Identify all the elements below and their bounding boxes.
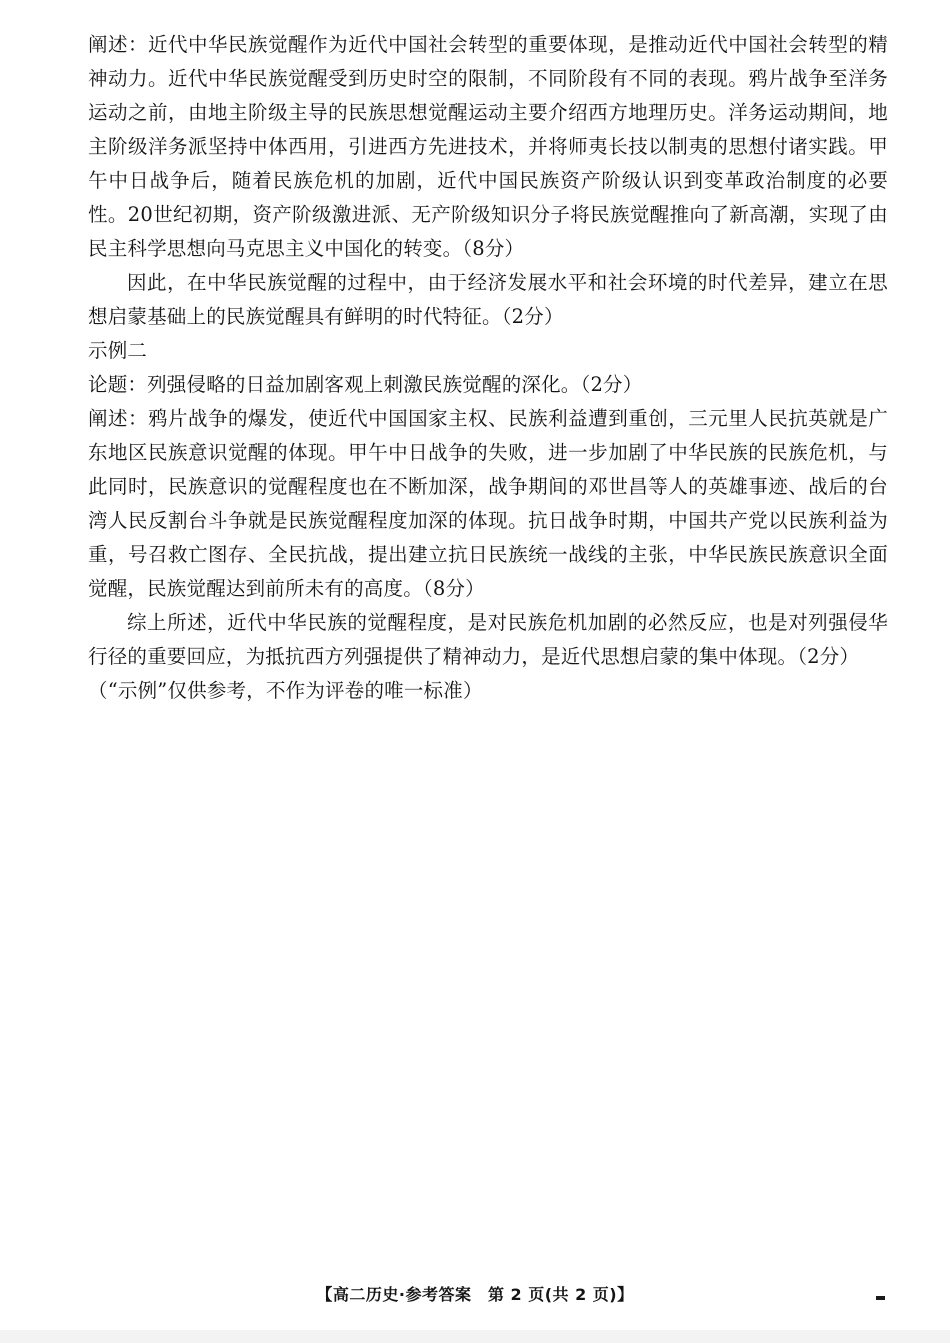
scan-mark — [876, 1296, 885, 1300]
conclusion-paragraph-example-one: 因此，在中华民族觉醒的过程中，由于经济发展水平和社会环境的时代差异，建立在思想启蒙基础上的民族觉醒具有鲜明的时代特征。（2分） — [88, 271, 888, 328]
page-footer: 【高二历史·参考答案 第 2 页(共 2 页)】 — [316, 1285, 634, 1304]
elaboration-paragraph-example-one: 阐述：近代中华民族觉醒作为近代中国社会转型的重要体现，是推动近代中国社会转型的精神动力。近代中华民族觉醒受到历史时空的限制，不同阶段有不同的表现。鸦片战争至洋务运动之前，由地主阶级主导的民族思想觉醒运动主要介绍西方地理历史。洋务运动期间，地主阶级洋务派坚持中体西用，引进西方先进技术，并将师夷长技以制夷的思想付诸实践。甲午中日战争后，随着民族危机的加剧，近代中国民族资产阶级认识到变革政治制度的必要性。20世纪初期，资产阶级激进派、无产阶级知识分子将民族觉醒推向了新高潮，实现了由民主科学思想向马克思主义中国化的转变。（8分） — [88, 33, 888, 260]
scan-edge — [0, 1330, 950, 1343]
reference-note: （“示例”仅供参考，不作为评卷的唯一标准） — [88, 679, 483, 702]
answer-content — [88, 28, 888, 708]
conclusion-paragraph-example-two: 综上所述，近代中华民族的觉醒程度，是对民族危机加剧的必然反应，也是对列强侵华行径的重要回应，为抵抗西方列强提供了精神动力，是近代思想启蒙的集中体现。（2分） — [88, 611, 888, 668]
elaboration-paragraph-example-two: 阐述：鸦片战争的爆发，使近代中国国家主权、民族利益遭到重创，三元里人民抗英就是广东地区民族意识觉醒的体现。甲午中日战争的失败，进一步加剧了中华民族的民族危机，与此同时，民族意识的觉醒程度也在不断加深，战争期间的邓世昌等人的英雄事迹、战后的台湾人民反割台斗争就是民族觉醒程度加深的体现。抗日战争时期，中国共产党以民族利益为重，号召救亡图存、全民抗战，提出建立抗日民族统一战线的主张，中华民族民族意识全面觉醒，民族觉醒达到前所未有的高度。（8分） — [88, 407, 888, 600]
example-two-heading: 示例二 — [88, 339, 148, 362]
thesis-paragraph-example-two: 论题：列强侵略的日益加剧客观上刺激民族觉醒的深化。（2分） — [88, 373, 643, 396]
